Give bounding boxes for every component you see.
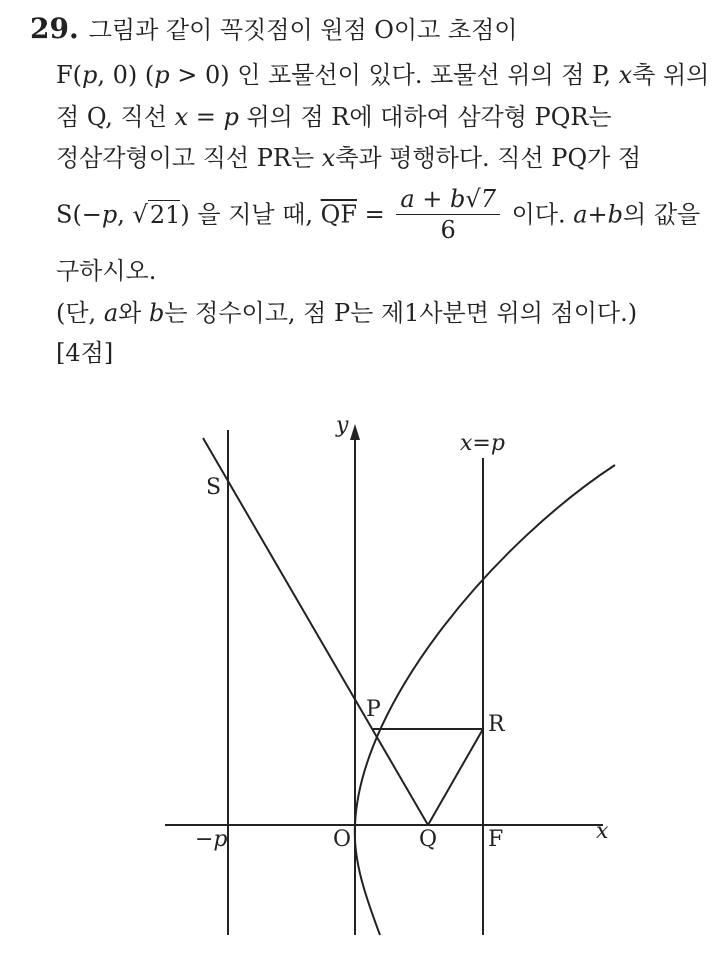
- y-axis-arrow: [350, 424, 360, 440]
- label-Q: Q: [419, 827, 438, 852]
- var-x: x: [174, 103, 189, 131]
- text-seg: 정삼각형이고 직선 PR는: [56, 144, 322, 172]
- text-seg: 축과 평행하다. 직선 PQ가 점: [335, 144, 642, 172]
- var-b: b: [607, 200, 624, 229]
- label-S: S: [206, 475, 222, 500]
- text-seg: 이다.: [503, 200, 574, 229]
- text-seg: 축 위의: [632, 61, 710, 89]
- label-x: x: [596, 819, 609, 844]
- text-seg: , √: [117, 200, 148, 229]
- text-seg: 는 정수이고, 점 P는 제1사분면 위의 점이다.): [164, 299, 638, 327]
- text-seg: ) 을 지날 때,: [180, 200, 321, 229]
- var-p: p: [82, 61, 98, 89]
- fraction-denominator: 6: [440, 216, 456, 244]
- label-P: P: [366, 697, 381, 722]
- text-seg: S(−: [56, 200, 102, 229]
- problem-points: [4점]: [56, 339, 114, 367]
- text-seg: > 0) 인 포물선이 있다. 포물선 위의 점 P,: [169, 61, 619, 89]
- segment-qf: $\overline{QF}$: [320, 200, 357, 229]
- label-O: O: [333, 827, 352, 852]
- text-seg: , 0) (: [97, 61, 155, 89]
- parabola-curve: [355, 465, 615, 935]
- text-seg: (단,: [56, 299, 104, 327]
- text-seg: =: [356, 200, 393, 229]
- var-b: b: [148, 299, 165, 327]
- text-seg: F(: [56, 61, 83, 89]
- var-a: a: [573, 200, 588, 229]
- var-a: a: [103, 299, 119, 327]
- text-seg: 위의 점 R에 대하여 삼각형 PQR는: [238, 103, 612, 131]
- text-seg: =: [188, 103, 224, 131]
- var-p: p: [223, 103, 239, 131]
- fraction-numerator: a + b√7: [396, 184, 500, 215]
- segment-rq: [428, 729, 483, 825]
- var-p: p: [154, 61, 170, 89]
- problem-number: 29.: [30, 12, 79, 45]
- label-y: y: [336, 413, 349, 438]
- label-R: R: [488, 712, 505, 737]
- sqrt-radicand: 21: [149, 200, 181, 229]
- text-seg: 의 값을: [623, 200, 701, 229]
- text-seg: 점 Q, 직선: [56, 103, 175, 131]
- problem-text-1: 그림과 같이 꼭짓점이 원점 O이고 초점이: [88, 16, 518, 44]
- var-x: x: [618, 61, 633, 89]
- label-neg-p: −p: [195, 827, 228, 852]
- text-seg: +: [587, 200, 608, 229]
- var-x: x: [321, 144, 336, 172]
- line-sq: [203, 438, 428, 825]
- label-F: F: [488, 827, 504, 852]
- label-line-x-p: x=p: [460, 431, 505, 456]
- problem-line-6: 구하시오.: [56, 257, 157, 285]
- text-seg: 와: [118, 299, 149, 327]
- var-p: p: [101, 200, 118, 229]
